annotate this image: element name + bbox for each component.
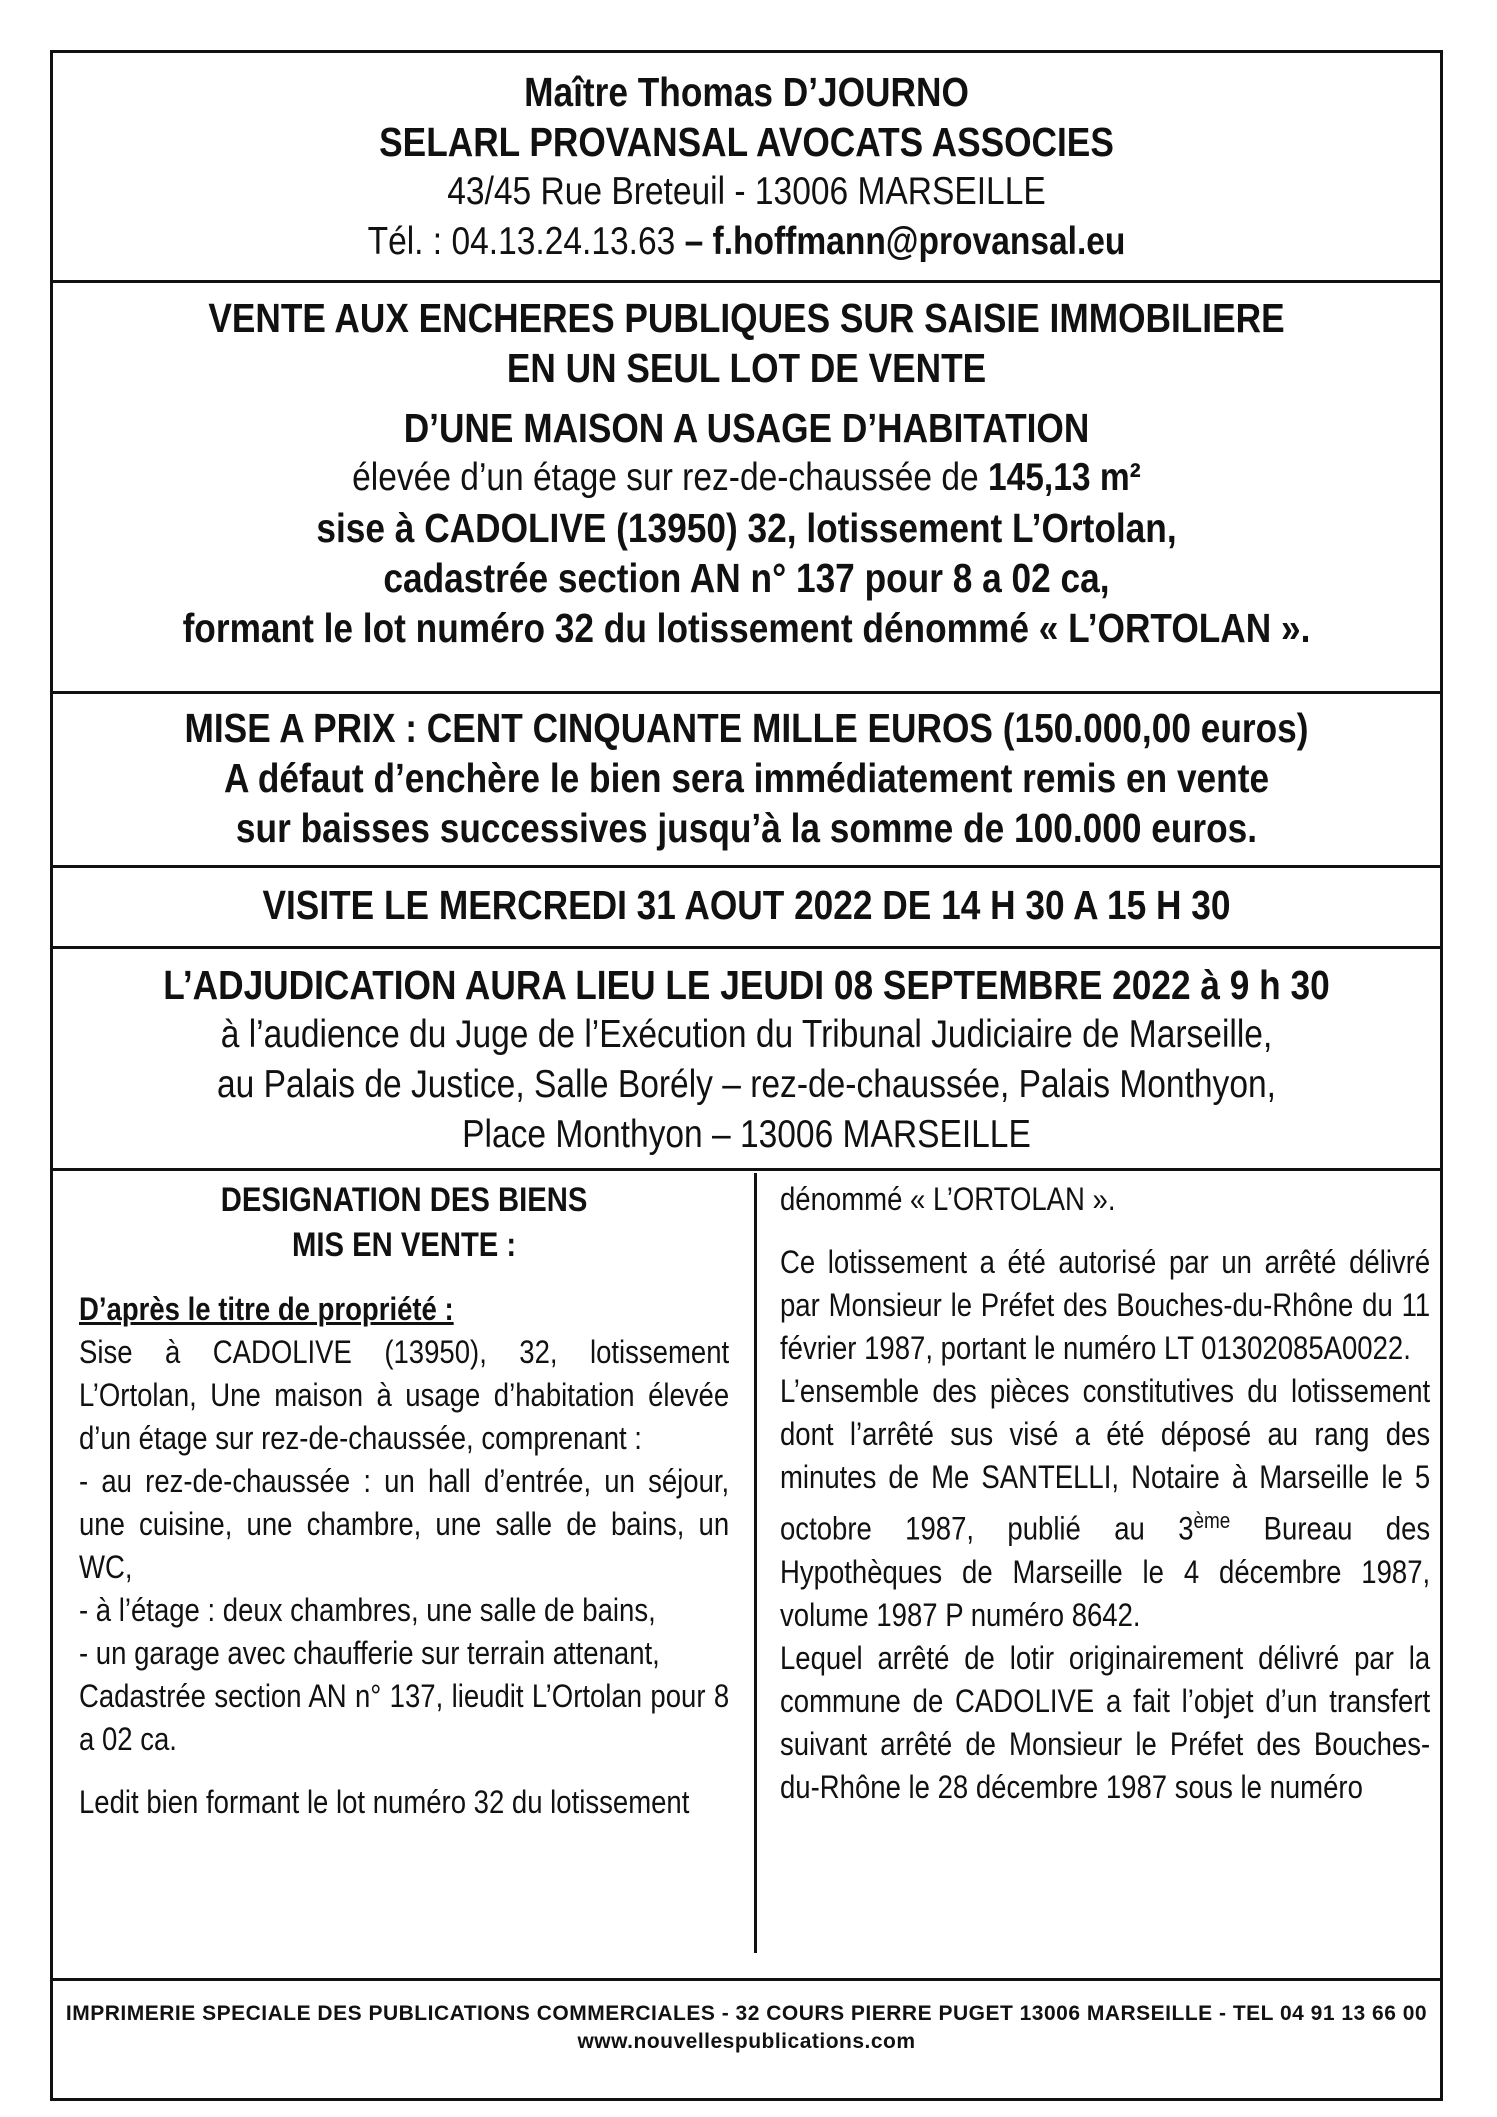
column-divider: [754, 1173, 757, 1953]
price-section: [53, 703, 1440, 853]
adjudication-line3: Place Monthyon – 13006 MARSEILLE: [462, 1113, 1031, 1156]
printer-footer: [53, 2000, 1440, 2056]
divider: [53, 1978, 1440, 1981]
firm-address: 43/45 Rue Breteuil - 13006 MARSEILLE: [447, 170, 1046, 213]
left-paragraph: - au rez-de-chaussée : un hall d’entrée, un séjour, une cuisine, une chambre, une salle de bains, un WC,: [79, 1463, 730, 1585]
divider: [53, 1168, 1440, 1171]
sale-title-line2: EN UN SEUL LOT DE VENTE: [506, 345, 987, 391]
left-column: [79, 1178, 729, 1824]
sale-object: D’UNE MAISON A USAGE D’HABITATION: [403, 405, 1090, 451]
firm-name: SELARL PROVANSAL AVOCATS ASSOCIES: [379, 119, 1114, 165]
left-paragraph: Cadastrée section AN n° 137, lieudit L’Ortolan pour 8 a 02 ca.: [79, 1678, 730, 1757]
right-paragraph: Ce lotissement a été autorisé par un arrêté délivré par Monsieur le Préfet des Bouches-du-Rhône du 11 février 1987, portant le numéro LT 01302085A0022.: [780, 1244, 1431, 1366]
sale-surface: 145,13 m²: [987, 456, 1141, 499]
right-paragraph: [780, 1370, 1430, 1637]
left-paragraph: Sise à CADOLIVE (13950), 32, lotissement L’Ortolan, Une maison à usage d’habitation élevée d’un étage sur rez-de-chaussée, comprenant :: [79, 1334, 730, 1456]
title-deed-heading: D’après le titre de propriété :: [79, 1291, 454, 1327]
price-line3: sur baisses successives jusqu’à la somme de 100.000 euros.: [235, 805, 1258, 851]
sale-title-line1: VENTE AUX ENCHERES PUBLIQUES SUR SAISIE IMMOBILIERE: [208, 295, 1285, 341]
lawyer-header: [53, 67, 1440, 267]
firm-contact: [150, 217, 1343, 267]
right-column: [780, 1178, 1430, 1809]
adjudication-section: [53, 960, 1440, 1160]
right-paragraph: dénommé « L’ORTOLAN ».: [780, 1181, 1116, 1217]
designation-heading1: DESIGNATION DES BIENS: [220, 1181, 588, 1219]
adjudication-line1: à l’audience du Juge de l’Exécution du Tribunal Judiciaire de Marseille,: [220, 1013, 1273, 1056]
price-line2: A défaut d’enchère le bien sera immédiatement remis en vente: [223, 755, 1270, 801]
sale-surface-line: [150, 453, 1343, 503]
sale-lot: formant le lot numéro 32 du lotissement dénommé « L’ORTOLAN ».: [182, 605, 1311, 651]
printer-info: IMPRIMERIE SPECIALE DES PUBLICATIONS COMMERCIALES - 32 COURS PIERRE PUGET 13006 MARSEILLE - TEL 04 91 13 66 00: [65, 2002, 1428, 2025]
sale-description: [53, 293, 1440, 653]
adjudication-title: L’ADJUDICATION AURA LIEU LE JEUDI 08 SEPTEMBRE 2022 à 9 h 30: [163, 962, 1330, 1008]
left-paragraph: - à l’étage : deux chambres, une salle de bains,: [79, 1592, 656, 1628]
divider: [53, 691, 1440, 694]
right-paragraph-text: Bureau des Hypothèques de Marseille le 4 décembre 1987, volume 1987 P numéro 8642.: [780, 1510, 1431, 1633]
ordinal-suffix: ème: [1193, 1508, 1231, 1533]
firm-email[interactable]: – f.hoffmann@provansal.eu: [684, 220, 1126, 263]
sale-desc-prefix: élevée d’un étage sur rez-de-chaussée de: [352, 456, 979, 499]
adjudication-line2: au Palais de Justice, Salle Borély – rez-de-chaussée, Palais Monthyon,: [217, 1063, 1276, 1106]
sale-location: sise à CADOLIVE (13950) 32, lotissement L’Ortolan,: [316, 505, 1177, 551]
divider: [53, 280, 1440, 283]
printer-website[interactable]: www.nouvellespublications.com: [577, 2030, 916, 2053]
sale-cadastre: cadastrée section AN n° 137 pour 8 a 02 ca,: [383, 555, 1110, 601]
visit-section: [53, 880, 1440, 930]
notice-frame: [50, 50, 1443, 2101]
firm-phone: Tél. : 04.13.24.13.63: [367, 220, 676, 263]
designation-heading2: MIS EN VENTE :: [291, 1226, 517, 1264]
left-paragraph: - un garage avec chaufferie sur terrain attenant,: [79, 1635, 660, 1671]
divider: [53, 865, 1440, 868]
right-paragraph: Lequel arrêté de lotir originairement délivré par la commune de CADOLIVE a fait l’objet d’un transfert suivant arrêté de Monsieur le Préfet des Bouches-du-Rhône le 28 décembre 1987 sous le numéro: [780, 1639, 1431, 1805]
lawyer-name: Maître Thomas D’JOURNO: [524, 69, 969, 115]
visit-info: VISITE LE MERCREDI 31 AOUT 2022 DE 14 H 30 A 15 H 30: [262, 882, 1231, 928]
left-paragraph: Ledit bien formant le lot numéro 32 du lotissement: [79, 1784, 690, 1820]
right-paragraph-text: L’ensemble des pièces constitutives du lotissement dont l’arrêté sus visé a été déposé au rang des minutes de Me SANTELLI, Notaire à Marseille le 5 octobre 1987, publié au 3: [780, 1373, 1431, 1547]
price-line1: MISE A PRIX : CENT CINQUANTE MILLE EUROS (150.000,00 euros): [184, 705, 1309, 751]
divider: [53, 946, 1440, 949]
